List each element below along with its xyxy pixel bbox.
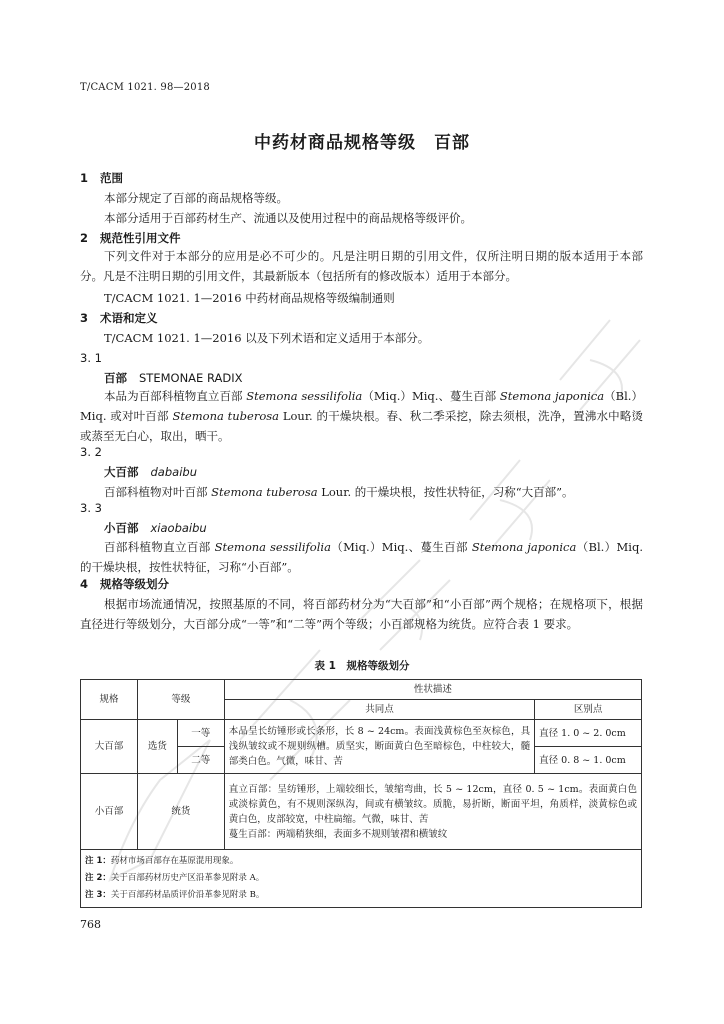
grade-bulk: 统货	[137, 774, 224, 850]
page-number: 768	[80, 918, 101, 931]
section-4-p1: 根据市场流通情况，按照基原的不同，将百部药材分为“大百部”和“小百部”两个规格；在规格项下，根据直径进行等级划分，大百部分成“一等”和“二等”两个等级；小百部规格为统货。应符合表 1 要求。	[80, 597, 643, 631]
section-3-heading: 3 术语和定义	[80, 311, 158, 325]
big-diff-second: 直径 0. 8 ~ 1. 0cm	[535, 747, 642, 774]
spec-big: 大百部	[81, 720, 138, 774]
section-1-heading: 1 范围	[80, 171, 123, 185]
grade-second: 二等	[177, 747, 224, 774]
term-3-1-heading: 百部 STEMONAE RADIX	[104, 371, 243, 385]
section-4-heading: 4 规格等级划分	[80, 577, 169, 591]
section-2-p1: 下列文件对于本部分的应用是必不可少的。凡是注明日期的引用文件，仅所注明日期的版本适用于本部分。凡是不注明日期的引用文件，其最新版本（包括所有的修改版本）适用于本部分。	[80, 249, 643, 283]
term-3-1-definition: 本品为百部科植物直立百部 Stemona sessilifolia（Miq.）Miq.、蔓生百部 Stemona japonica（Bl.）Miq. 或对叶百部 Stemona tuberosa Lour. 的干燥块根。春、秋二季采挖，除去须根，洗净，置沸水中略烫或蒸至无白心，取出，晒干。	[80, 389, 643, 443]
term-3-2-definition: 百部科植物对叶百部 Stemona tuberosa Lour. 的干燥块根，按性状特征，习称“大百部”。	[104, 485, 574, 499]
big-common-traits: 本品呈长纺锤形或长条形，长 8 ~ 24cm。表面浅黄棕色至灰棕色，具浅纵皱纹或不规则纵槽。质坚实，断面黄白色至暗棕色，中柱较大，髓部类白色。气微，味甘、苦	[224, 720, 534, 774]
section-2-p2: T/CACM 1021. 1—2016 中药材商品规格等级编制通则	[104, 291, 395, 305]
header-grade: 等级	[137, 680, 224, 720]
term-3-3-definition: 百部科植物直立百部 Stemona sessilifolia（Miq.）Miq.、蔓生百部 Stemona japonica（Bl.）Miq. 的干燥块根，按性状特征，习称“小百部”。	[80, 540, 643, 574]
page-title: 中药材商品规格等级 百部	[254, 133, 470, 153]
term-3-3-number: 3. 3	[80, 501, 102, 515]
table-row	[81, 774, 642, 850]
section-1-p1: 本部分规定了百部的商品规格等级。	[104, 191, 288, 205]
document-code: T/CACM 1021. 98—2018	[80, 82, 210, 93]
term-3-3-heading: 小百部 xiaobaibu	[104, 521, 207, 535]
table-header-row	[81, 680, 642, 700]
grade-first: 一等	[177, 720, 224, 747]
small-traits-climbing: 蔓生百部：两端稍狭细，表面多不规则皱褶和横皱纹	[228, 828, 448, 840]
table-row	[81, 720, 642, 747]
table-notes	[81, 850, 642, 908]
term-3-1-number: 3. 1	[80, 351, 102, 365]
table-notes-row	[81, 850, 642, 908]
header-diff: 区别点	[535, 700, 642, 720]
table-note: 注 3：关于百部药材品质评价沿革参见附录 B。	[85, 890, 265, 900]
table-note: 注 2：关于百部药材历史产区沿革参见附录 A。	[85, 873, 265, 883]
grade-group-select: 选货	[137, 720, 177, 774]
header-traits: 性状描述	[224, 680, 641, 700]
header-spec: 规格	[81, 680, 138, 720]
header-common: 共同点	[224, 700, 534, 720]
section-3-p1: T/CACM 1021. 1—2016 以及下列术语和定义适用于本部分。	[104, 331, 430, 345]
small-traits	[224, 774, 641, 850]
table-caption: 表 1 规格等级划分	[314, 660, 410, 672]
table-note: 注 1：药材市场百部存在基原混用现象。	[85, 856, 239, 866]
spec-small: 小百部	[81, 774, 138, 850]
section-2-heading: 2 规范性引用文件	[80, 231, 181, 245]
section-1-p2: 本部分适用于百部药材生产、流通以及使用过程中的商品规格等级评价。	[104, 211, 472, 225]
big-diff-first: 直径 1. 0 ~ 2. 0cm	[535, 720, 642, 747]
term-3-2-heading: 大百部 dabaibu	[104, 465, 197, 479]
small-traits-erect: 直立百部：呈纺锤形，上端较细长，皱缩弯曲，长 5 ~ 12cm，直径 0. 5 ~ 1cm。表面黄白色或淡棕黄色，有不规则深纵沟，间或有横皱纹。质脆，易折断，断面平坦，角质样，淡黄棕色或黄白色，皮部较宽，中柱扁缩。气微，味甘、苦	[228, 783, 637, 825]
grade-table	[80, 679, 642, 908]
term-3-2-number: 3. 2	[80, 445, 102, 459]
